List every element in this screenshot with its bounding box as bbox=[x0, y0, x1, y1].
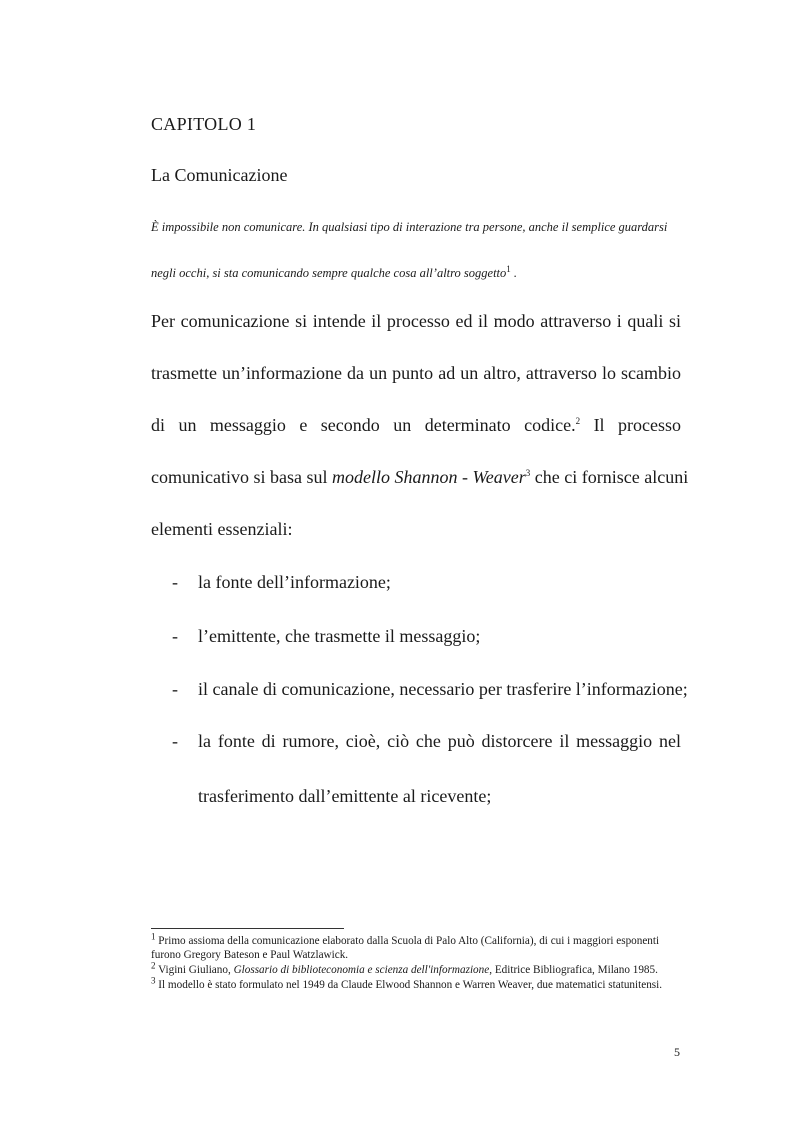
paragraph-line-3-tail: Il processo bbox=[580, 415, 682, 435]
epigraph-tail: . bbox=[513, 266, 518, 280]
paragraph-line-1: Per comunicazione si intende il processo ed il modo attraverso i quali si bbox=[151, 311, 681, 331]
page-number: 5 bbox=[674, 1045, 680, 1059]
paragraph-line-4 bbox=[151, 466, 689, 488]
footnote-ref-1[interactable]: 1 bbox=[506, 263, 511, 274]
footnote-number: 1 bbox=[151, 931, 156, 942]
section-title: La Comunicazione bbox=[151, 165, 288, 185]
footnote-ref-3[interactable]: 3 bbox=[525, 468, 531, 478]
footnote-text: Vigini Giuliano, bbox=[155, 964, 234, 976]
footnote-number: 2 bbox=[151, 960, 156, 971]
paragraph-line-3 bbox=[151, 414, 681, 436]
footnote-text: Il modello è stato formulato nel 1949 da Claude Elwood Shannon e Warren Weaver, due matematici statunitensi. bbox=[155, 979, 663, 991]
footnote-text: Primo assioma della comunicazione elaborato dalla Scuola di Palo Alto (California), di cui i maggiori esponenti furono Gregory Bateson e Paul Watzlawick. bbox=[151, 935, 660, 961]
paragraph-line-5: elementi essenziali: bbox=[151, 519, 293, 539]
model-name-italic: modello Shannon - Weaver bbox=[331, 467, 526, 487]
bullet-dash: - bbox=[172, 572, 178, 592]
bullet-dash: - bbox=[172, 679, 178, 699]
bullet-dash: - bbox=[172, 731, 178, 751]
footnote-1 bbox=[151, 931, 681, 962]
footnote-2 bbox=[151, 960, 681, 978]
list-item-continuation: trasferimento dall’emittente al ricevente; bbox=[198, 786, 492, 806]
paragraph-line-3-text: di un messaggio e secondo un determinato codice. bbox=[151, 415, 576, 435]
footnote-ref-2[interactable]: 2 bbox=[575, 416, 581, 426]
footnote-text-tail: , Editrice Bibliografica, Milano 1985. bbox=[489, 964, 658, 976]
list-item: la fonte dell’informazione; bbox=[198, 572, 391, 592]
list-item: il canale di comunicazione, necessario per trasferire l’informazione; bbox=[198, 679, 688, 699]
list-item: l’emittente, che trasmette il messaggio; bbox=[198, 626, 481, 646]
footnote-3 bbox=[151, 975, 681, 993]
chapter-heading: CAPITOLO 1 bbox=[151, 114, 257, 134]
epigraph-line-2 bbox=[151, 263, 681, 281]
bullet-dash: - bbox=[172, 626, 178, 646]
list-item: la fonte di rumore, cioè, ciò che può distorcere il messaggio nel bbox=[198, 731, 681, 751]
paragraph-line-2: trasmette un’informazione da un punto ad un altro, attraverso lo scambio bbox=[151, 363, 681, 383]
footnote-number: 3 bbox=[151, 975, 156, 986]
footnote-book-title: Glossario di biblioteconomia e scienza dell'informazione bbox=[233, 964, 490, 976]
paragraph-line-4-tail: che ci fornisce alcuni bbox=[530, 467, 689, 487]
epigraph-text: negli occhi, si sta comunicando sempre qualche cosa all’altro soggetto bbox=[151, 266, 507, 280]
footnote-separator bbox=[151, 928, 344, 929]
paragraph-line-4-text: comunicativo si basa sul bbox=[151, 467, 332, 487]
epigraph-line-1: È impossibile non comunicare. In qualsiasi tipo di interazione tra persone, anche il semplice guardarsi bbox=[151, 220, 668, 234]
